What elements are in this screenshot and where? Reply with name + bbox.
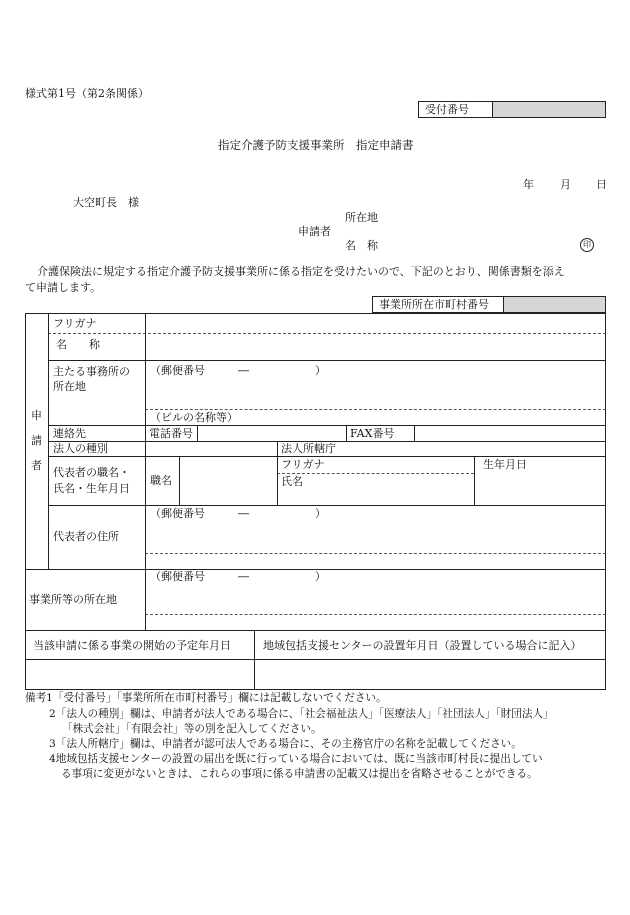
furigana-label: フリガナ	[53, 317, 97, 330]
date-month: 月	[560, 178, 571, 191]
name-row-label: 名 称	[56, 338, 100, 351]
receipt-number-field[interactable]	[493, 102, 605, 117]
applicant-side-char-2: 請	[31, 434, 42, 447]
start-date-field[interactable]	[26, 660, 253, 689]
note-1: 備考1「受付番号」「事業所所在市町村番号」欄には記載しないでください。	[25, 692, 387, 704]
main-office-label-line1: 主たる事務所の	[53, 365, 130, 378]
center-date-field[interactable]	[255, 660, 605, 689]
rep-address-field[interactable]	[146, 522, 605, 552]
corp-authority-field[interactable]	[346, 442, 605, 455]
job-title-field[interactable]	[180, 457, 276, 504]
page-title: 指定介護予防支援事業所 指定申請書	[218, 138, 414, 152]
rep-name-label: 氏名	[281, 475, 303, 488]
rep-label-line2: 氏名・生年月日	[53, 482, 130, 495]
name-label: 名 称	[345, 239, 378, 252]
birth-date-label: 生年月日	[483, 458, 527, 471]
main-office-building: （ビルの名称等）	[150, 411, 238, 424]
job-title-label: 職名	[150, 474, 172, 487]
phone-label: 電話番号	[149, 427, 193, 440]
rep-address-label: 代表者の住所	[53, 530, 119, 543]
receipt-number-box	[418, 101, 606, 118]
note-4a: 4地域包括支援センターの設置の届出を既に行っている場合においては、既に当該市町村長に提出してい	[49, 753, 543, 765]
contact-label: 連絡先	[53, 427, 86, 440]
rep-furigana-label: フリガナ	[281, 458, 325, 471]
municipality-code-label: 事業所所在市町村番号	[379, 298, 489, 311]
corp-type-field[interactable]	[146, 442, 276, 455]
fax-field[interactable]	[415, 426, 605, 440]
office-location-postal: （郵便番号 ― ）	[150, 570, 326, 583]
note-2b: 「株式会社」「有限会社」等の別を記入してください。	[62, 723, 322, 735]
municipality-code-box	[372, 296, 606, 313]
note-4b: る事項に変更がないときは、これらの事項に係る申請書の記載又は提出を省略させることができる。	[61, 768, 538, 780]
name-field[interactable]	[146, 334, 605, 359]
office-location-field[interactable]	[146, 585, 605, 613]
addressee: 大空町長 様	[73, 196, 139, 209]
start-date-label: 当該申請に係る事業の開始の予定年月日	[33, 639, 231, 652]
applicant-side-char-3: 者	[31, 459, 42, 472]
body-text-line2: て申請します。	[25, 281, 102, 294]
receipt-number-label: 受付番号	[425, 103, 469, 116]
note-3: 3「法人所轄庁」欄は、申請者が認可法人である場合に、その主務官庁の名称を記載してください。	[49, 738, 522, 750]
corp-authority-label: 法人所轄庁	[281, 442, 336, 455]
municipality-code-field[interactable]	[504, 297, 605, 312]
seal-mark: 印	[580, 238, 594, 252]
applicant-label: 申請者	[298, 225, 331, 238]
rep-address-postal: （郵便番号 ― ）	[150, 507, 326, 520]
center-date-label: 地域包括支援センターの設置年月日（設置している場合に記入）	[263, 639, 582, 652]
corp-type-label: 法人の種別	[53, 442, 108, 455]
body-text-line1: 介護保険法に規定する指定介護予防支援事業所に係る指定を受けたいので、下記のとおり、関係書類を添え	[37, 265, 565, 278]
main-office-address-field[interactable]	[146, 380, 605, 408]
date-day: 日	[596, 178, 607, 191]
office-location-label: 事業所等の所在地	[29, 593, 117, 606]
note-2a: 2「法人の種別」欄は、申請者が法人である場合に、「社会福祉法人」「医療法人」「社団法人」「財団法人」	[49, 708, 554, 720]
rep-name-field[interactable]	[278, 474, 473, 504]
main-office-label-line2: 所在地	[53, 380, 86, 393]
birth-date-field[interactable]	[475, 472, 605, 504]
address-label: 所在地	[345, 211, 378, 224]
fax-label: FAX番号	[350, 427, 395, 440]
form-number: 様式第1号（第2条関係）	[25, 87, 149, 100]
furigana-field[interactable]	[146, 314, 605, 332]
rep-label-line1: 代表者の職名・	[53, 466, 130, 479]
date-year: 年	[523, 178, 534, 191]
applicant-side-char-1: 申	[31, 409, 42, 422]
main-office-postal: （郵便番号 ― ）	[150, 364, 326, 377]
phone-field[interactable]	[198, 426, 345, 440]
